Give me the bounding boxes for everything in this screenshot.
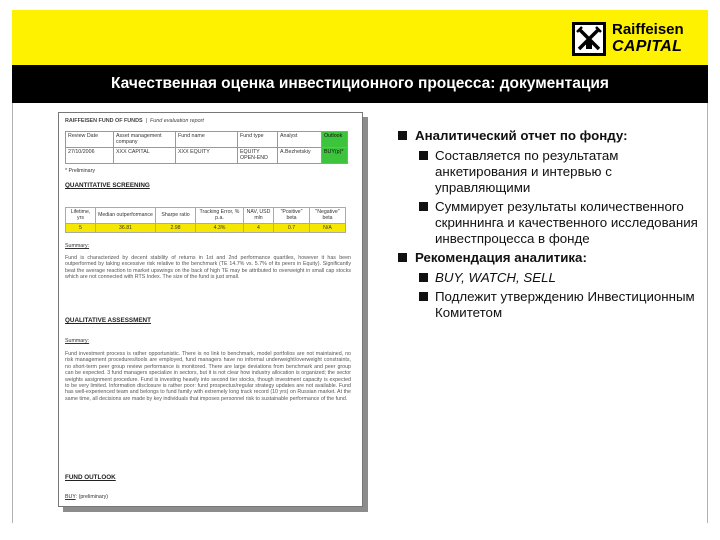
crossed-gables-icon bbox=[572, 22, 606, 56]
quant-header-cell: Lifetime, yrs bbox=[66, 208, 96, 224]
square-bullet-icon bbox=[419, 273, 428, 282]
info-header-cell: Fund name bbox=[176, 132, 238, 148]
square-bullet-icon bbox=[419, 292, 428, 301]
quant-value-cell: 36.81 bbox=[96, 223, 156, 232]
summary-label: Summary: bbox=[65, 243, 90, 249]
info-value-cell: XXX EQUITY bbox=[176, 147, 238, 163]
preliminary-note: * Preliminary bbox=[65, 168, 96, 174]
quant-header-cell: Median outperformance bbox=[96, 208, 156, 224]
bullet-text: Составляется по результатам анкетирования и интервью с управляющими bbox=[435, 148, 619, 195]
info-header-cell: Review Date bbox=[66, 132, 114, 148]
fund-report-document bbox=[58, 112, 363, 507]
square-bullet-icon bbox=[398, 253, 407, 262]
buy-label: BUY bbox=[65, 494, 76, 500]
logo-line1: Raiffeisen bbox=[612, 21, 684, 38]
bullet-text: Рекомендация аналитика: bbox=[415, 250, 587, 265]
table-row bbox=[66, 223, 346, 232]
quant-header-cell: "Positive" beta bbox=[274, 208, 310, 224]
square-bullet-icon bbox=[398, 131, 407, 140]
quant-value-cell: N/A bbox=[310, 223, 346, 232]
info-header-cell: Asset management company bbox=[114, 132, 176, 148]
quant-value-cell: 4.3% bbox=[196, 223, 244, 232]
quant-value-cell: 4 bbox=[244, 223, 274, 232]
logo-line2: CAPITAL bbox=[612, 38, 683, 55]
outlook-heading: FUND OUTLOOK bbox=[65, 474, 116, 481]
fund-info-table bbox=[65, 131, 348, 164]
buy-value: (preliminary) bbox=[78, 494, 108, 500]
bullet-analyst-report bbox=[398, 128, 708, 144]
quant-header-cell: Sharpe ratio bbox=[156, 208, 196, 224]
quant-header-cell: NAV, USD mln bbox=[244, 208, 274, 224]
summary-text: Fund is characterized by decent stability of returns in 1st and 2nd performance quartiles, however it has been outperformed by taking excessive risk relative to the benchmark (TE 14.7% vs. 5.7% of its peers in Equity). Significantly beat the average reaction to market upswings on the back of high TE may be attributed to overweight in small cap stocks which are not connected with RTS Index. The size of the fund is just small. bbox=[65, 255, 351, 281]
info-value-cell: 27/10/2006 bbox=[66, 147, 114, 163]
subbullet-ratings bbox=[398, 270, 708, 286]
quant-value-cell: 0.7 bbox=[274, 223, 310, 232]
raiffeisen-logo bbox=[572, 20, 700, 60]
bullet-text: Суммирует результаты количественного скриннинга и качественного исследования инвестпроцесса в фонде bbox=[435, 199, 698, 246]
info-value-cell: BUY(p)* bbox=[322, 147, 348, 163]
qual-summary-label: Summary: bbox=[65, 338, 90, 344]
quant-value-cell: 2.98 bbox=[156, 223, 196, 232]
doc-title-left: RAIFFEISEN FUND OF FUNDS bbox=[65, 118, 143, 124]
bullet-text: BUY, WATCH, SELL bbox=[435, 270, 556, 285]
square-bullet-icon bbox=[419, 202, 428, 211]
table-row bbox=[66, 147, 348, 163]
logo-text bbox=[612, 21, 684, 55]
square-bullet-icon bbox=[419, 151, 428, 160]
subbullet-approval bbox=[398, 289, 708, 321]
info-header-cell: Analyst bbox=[278, 132, 322, 148]
buy-line: BUY: (preliminary) bbox=[65, 494, 108, 500]
info-value-cell: XXX CAPITAL bbox=[114, 147, 176, 163]
quant-table bbox=[65, 207, 346, 233]
info-header-cell: Outlook bbox=[322, 132, 348, 148]
bullet-recommendation bbox=[398, 250, 708, 266]
subbullet-summarizes bbox=[398, 199, 708, 247]
qual-text: Fund investment process is rather opportunistic. There is no link to benchmark, model portfolios are not maintained, no risk management procedures/tools are employed, fund managers have no informal underweight/overweight constraints, no short-term peer group review performance is monitored. There are large deviations from benchmark and peer group can be expected. 3 fund managers specialize in sectors, but it is not clear how industry allocation is organized; the sector weights assignment procedure. Fund is investing heavily into second tier stocks, though investment capacity is expected to be very limited. Information disclosure is rather poor: fund prospectus/regular strategy updates are not available. Fund has well-experienced team and belongs to fund family with extremely long track record (10 yrs) on Russian market. At the same time, all decisions are made by key individuals that imposes personnel risk to sustainable performance of the fund. bbox=[65, 351, 351, 402]
info-value-cell: A.Bezhetskiy bbox=[278, 147, 322, 163]
qual-heading: QUALITATIVE ASSESSMENT bbox=[65, 317, 151, 324]
table-row bbox=[66, 132, 348, 148]
bullet-list bbox=[398, 128, 708, 324]
frame-left-border bbox=[12, 103, 13, 523]
doc-title-right: Fund evaluation report bbox=[149, 118, 204, 124]
info-value-cell: EQUITY OPEN-END bbox=[238, 147, 278, 163]
doc-title: RAIFFEISEN FUND OF FUNDS | Fund evaluation report bbox=[65, 118, 204, 124]
quant-heading: QUANTITATIVE SCREENING bbox=[65, 182, 150, 189]
quant-header-cell: Tracking Error, % p.a. bbox=[196, 208, 244, 224]
bullet-text: Аналитический отчет по фонду: bbox=[415, 128, 628, 143]
quant-header-cell: "Negative" beta bbox=[310, 208, 346, 224]
subbullet-compiled bbox=[398, 148, 708, 196]
info-header-cell: Fund type bbox=[238, 132, 278, 148]
slide-title: Качественная оценка инвестиционного процесса: документация bbox=[12, 65, 708, 103]
bullet-text: Подлежит утверждению Инвестиционным Комитетом bbox=[435, 289, 695, 320]
quant-value-cell: 5 bbox=[66, 223, 96, 232]
table-row bbox=[66, 208, 346, 224]
